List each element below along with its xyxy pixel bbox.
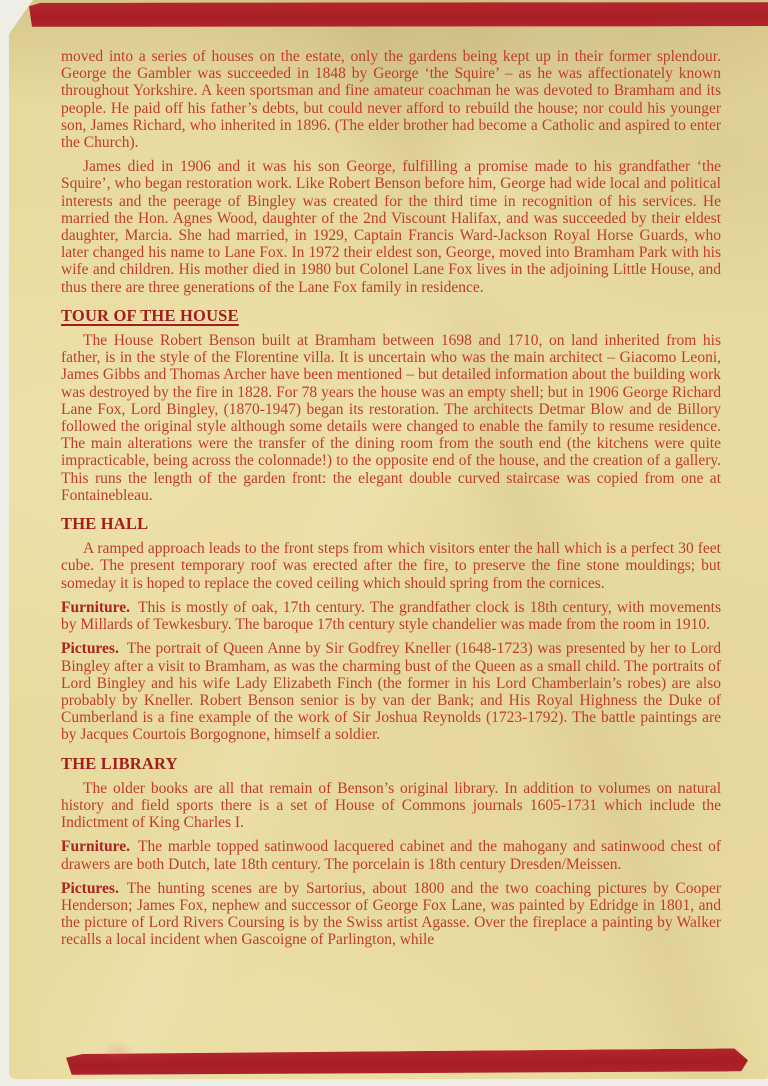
top-red-border-rule (29, 1, 768, 28)
paper-background (9, 0, 768, 1079)
paragraph-hall-pictures (61, 640, 721, 743)
section-heading-the-library: THE LIBRARY (61, 753, 178, 773)
paragraph-library-books: The older books are all that remain of Benson’s original library. In addition to volumes on natural history and field sports there is a set of House of Commons journals 1605-1731 which include the Indictment of King Charles I. (61, 779, 721, 832)
paragraph-text: This is mostly of oak, 17th century. The grandfather clock is 18th century, with movements by Millards of Tewkesbury. The baroque 17th century style chandelier was made from the room in 1910. (61, 598, 721, 634)
ink-smudge (101, 1040, 135, 1062)
paragraph-hall-description: A ramped approach leads to the front steps from which visitors enter the hall which is a perfect 30 feet cube. The present temporary roof was erected after the fire, to preserve the fine stone mouldings; but someday it is hoped to replace the coved ceiling which should spring from the cornices. (61, 540, 721, 592)
paragraph-james-died-1906: James died in 1906 and it was his son George, fulfilling a promise made to his grandfather ‘the Squire’, who began restoration work. Like Robert Benson before him, George had wide local and political interests and the peerage of Bingley was created for the third time in recognition of his services. He married the Hon. Agnes Wood, daughter of the 2nd Viscount Halifax, and was succeeded by their eldest daughter, Marcia. She had married, in 1929, Captain Francis Ward-Jackson Royal Horse Guards, who later changed his name to Lane Fox. In 1972 their eldest son, George, moved into Bramham Park with his wife and children. His mother died in 1980 but Colonel Lane Fox lives in the adjoining Little House, and thus there are three generations of the Lane Fox family in residence. (61, 158, 721, 296)
bottom-red-border-rule (62, 1048, 748, 1076)
paragraph-house-history: The House Robert Benson built at Bramham between 1698 and 1710, on land inherited from his father, is in the style of the Florentine villa. It is uncertain who was the main architect – Giacomo Leoni, James Gibbs and Thomas Archer have been mentioned – but detailed information about the building work was destroyed by the fire in 1828. For 78 years the house was an empty shell; but in 1906 George Richard Lane Fox, Lord Bingley, (1870-1947) began its restoration. The architects Detmar Blow and de Billory followed the original style although some details were changed to enable the family to resume residence. The main alterations were the transfer of the dining room from the south end (the kitchens were quite impracticable, being across the colonnade!) to the opposite end of the house, and the creation of a gallery. This runs the length of the garden front: the elegant double curved staircase was copied from one at Fontainebleau. (61, 332, 721, 504)
lead-label-furniture: Furniture. (61, 838, 131, 856)
document-body (61, 48, 721, 956)
paragraph-text: The portrait of Queen Anne by Sir Godfrey Kneller (1648-1723) was presented by her to Lord Bingley after a visit to Bramham, as was the charming bust of the Queen as a small child. The portraits of Lord Bingley and his wife Lady Elizabeth Finch (the former in his Lord Chamberlain’s robes) are also probably by Kneller. Robert Benson senior is by van der Bank; and His Royal Highness the Duke of Cumberland is a fine example of the work of Sir Joshua Reynolds (1723-1792). The battle paintings are by Jacques Courtois Borgognone, himself a soldier. (61, 640, 721, 744)
paragraph-hall-furniture (61, 599, 721, 633)
section-heading-tour-of-the-house: TOUR OF THE HOUSE (61, 305, 239, 325)
lead-label-furniture: Furniture. (61, 598, 131, 616)
paragraph-text: The marble topped satinwood lacquered cabinet and the mahogany and satinwood chest of drawers are both Dutch, late 18th century. The porcelain is 18th century Dresden/Meissen. (61, 838, 721, 873)
section-heading-the-hall: THE HALL (61, 514, 149, 534)
paragraph-estate-houses: moved into a series of houses on the estate, only the gardens being kept up in their former splendour. George the Gambler was succeeded in 1848 by George ‘the Squire’ – as he was affectionately known throughout Yorkshire. A keen sportsman and fine amateur coachman he was devoted to Bramham and its people. He paid off his father’s debts, but could never afford to rebuild the house; nor could his younger son, James Richard, who inherited in 1896. (The elder brother had become a Catholic and aspired to enter the Church). (61, 48, 721, 152)
lead-label-pictures: Pictures. (61, 640, 119, 658)
lead-label-pictures: Pictures. (61, 879, 119, 897)
scan-edge-top-left (9, 0, 33, 34)
paragraph-text: The hunting scenes are by Sartorius, about 1800 and the two coaching pictures by Cooper Henderson; James Fox, nephew and successor of George Fox Lane, was painted by Edridge in 1801, and the picture of Lord Rivers Coursing is by the Swiss artist Agasse. Over the fireplace a painting by Walker recalls a local incident when Gascoigne of Parlington, while (61, 879, 721, 949)
paragraph-library-furniture (61, 838, 721, 872)
paragraph-library-pictures (61, 880, 721, 949)
